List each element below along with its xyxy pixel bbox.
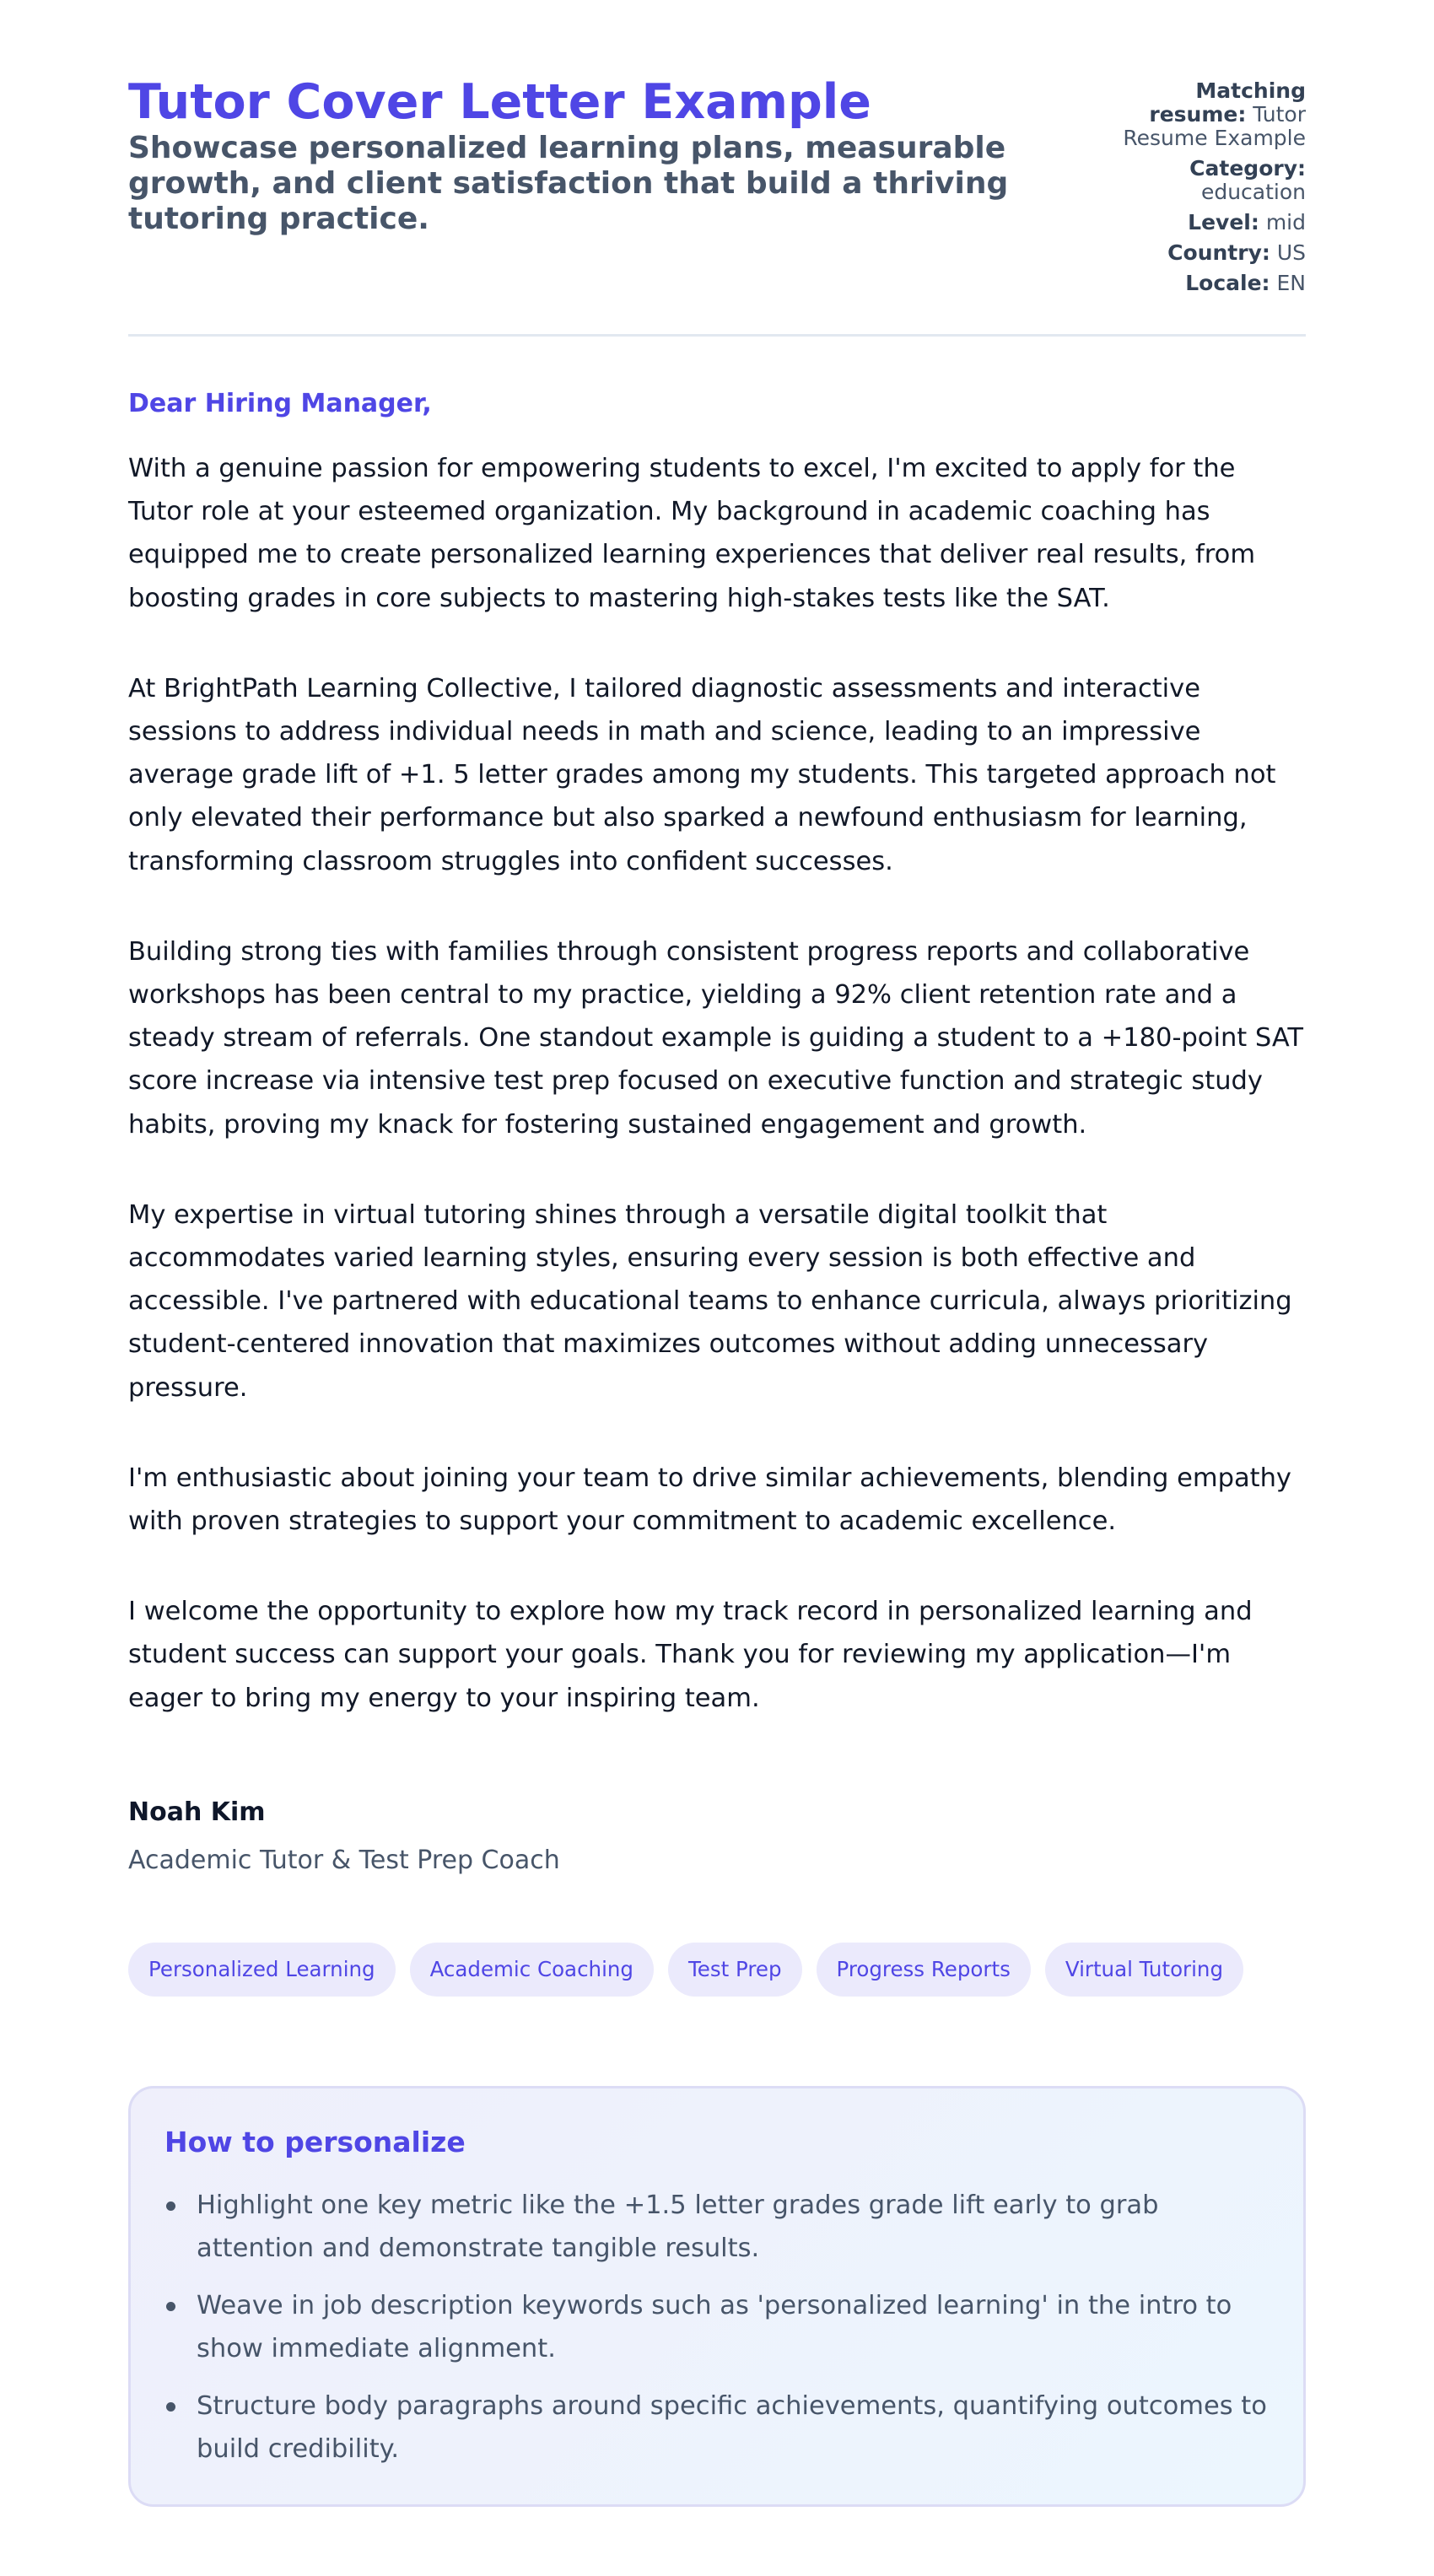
meta-value: US xyxy=(1276,240,1306,265)
letter-paragraph: My expertise in virtual tutoring shines through a versatile digital toolkit that accommodates varied learning styles, ensuring every session is both effective and accessible. I've partnered with educational teams to enhance curricula, always prioritizing student-centered innovation that maximizes outcomes without adding unnecessary pressure. xyxy=(128,1199,1292,1403)
skill-tag: Academic Coaching xyxy=(410,1943,654,1997)
letter-paragraph: At BrightPath Learning Collective, I tailored diagnostic assessments and interactive sessions to address individual needs in math and science, leading to an impressive average grade lift of +1. 5 letter grades among my students. This targeted approach not only elevated their performance but also sparked a newfound enthusiasm for learning, transforming classroom struggles into confident successes. xyxy=(128,673,1276,876)
skill-tag: Progress Reports xyxy=(817,1943,1031,1997)
page-title: Tutor Cover Letter Example xyxy=(128,74,871,130)
bullet-icon xyxy=(166,2201,175,2211)
meta-label: Country: xyxy=(1167,240,1270,265)
page-subtitle: Showcase personalized learning plans, measurable growth, and client satisfaction that build a thriving tutoring practice. xyxy=(128,130,1009,236)
tip-text: Weave in job description keywords such as 'personalized learning' in the intro to show immediate alignment. xyxy=(197,2290,1232,2363)
signature-block xyxy=(128,1797,1306,1875)
meta-label: Matching resume: xyxy=(1149,78,1306,127)
meta-label: Level: xyxy=(1188,210,1259,234)
meta-value: education xyxy=(1200,180,1306,204)
meta-value: mid xyxy=(1265,210,1306,234)
tips-list xyxy=(164,2184,1270,2471)
skill-tag: Virtual Tutoring xyxy=(1045,1943,1243,1997)
salutation: Dear Hiring Manager, xyxy=(128,389,432,418)
meta-matching-resume xyxy=(1095,79,1306,150)
meta-country xyxy=(1095,241,1306,265)
letter-paragraph: I welcome the opportunity to explore how my track record in personalized learning and student success can support your goals. Thank you for reviewing my application—I'm eager to bring my energy to your inspiring team. xyxy=(128,1597,1253,1713)
signature-name: Noah Kim xyxy=(128,1797,266,1827)
letter-paragraph: Building strong ties with families through consistent progress reports and collaborative workshops has been central to my practice, yielding a 92% client retention rate and a steady stream of referrals. One standout example is guiding a student to a +180-point SAT score increase via intensive test prep focused on executive function and strategic study habits, proving my knack for fostering sustained engagement and growth. xyxy=(128,936,1303,1140)
meta-level xyxy=(1095,211,1306,234)
bullet-icon xyxy=(166,2402,175,2412)
letter-paragraph: With a genuine passion for empowering students to excel, I'm excited to apply for the Tutor role at your esteemed organization. My background in academic coaching has equipped me to create personalized learning experiences that deliver real results, from boosting grades in core subjects to mastering high-stakes tests like the SAT. xyxy=(128,454,1256,613)
meta-label: Locale: xyxy=(1185,271,1270,295)
tip-text: Highlight one key metric like the +1.5 letter grades grade lift early to grab attention and demonstrate tangible results. xyxy=(197,2190,1159,2263)
meta-panel xyxy=(1095,76,1306,295)
meta-locale xyxy=(1095,272,1306,295)
letter-paragraph: I'm enthusiastic about joining your team to drive similar achievements, blending empathy with proven strategies to support your commitment to academic excellence. xyxy=(128,1463,1291,1537)
skill-tags xyxy=(128,1943,1306,1997)
personalization-tips xyxy=(128,2086,1306,2507)
tip-item xyxy=(164,2184,1270,2270)
bullet-icon xyxy=(166,2302,175,2311)
meta-value: Tutor Resume Example xyxy=(1123,102,1306,150)
meta-value: EN xyxy=(1276,271,1306,295)
meta-label: Category: xyxy=(1189,156,1306,181)
letter-body xyxy=(128,447,1306,1720)
tips-title: How to personalize xyxy=(164,2125,466,2158)
meta-category xyxy=(1095,157,1306,204)
header-main xyxy=(128,76,1039,237)
page-header xyxy=(128,76,1306,337)
tip-text: Structure body paragraphs around specific achievements, quantifying outcomes to build credibility. xyxy=(197,2390,1267,2464)
letter-content xyxy=(128,389,1306,1720)
skill-tag: Personalized Learning xyxy=(128,1943,396,1997)
tip-item xyxy=(164,2284,1270,2370)
tip-item xyxy=(164,2385,1270,2471)
signature-title: Academic Tutor & Test Prep Coach xyxy=(128,1845,560,1875)
skill-tag: Test Prep xyxy=(668,1943,802,1997)
